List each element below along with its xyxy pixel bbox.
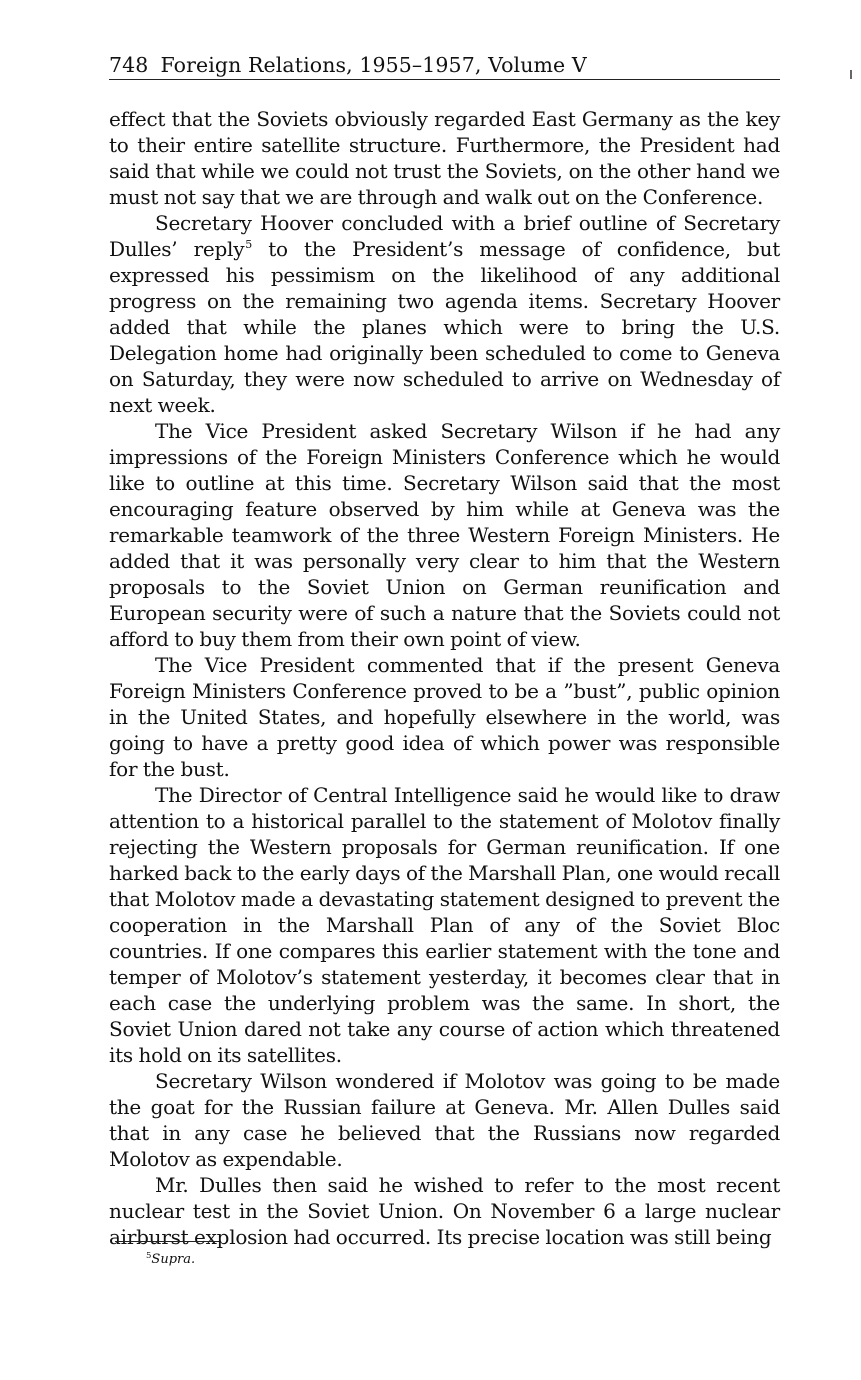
- paragraph-5: The Director of Central Intelligence said he would like to draw attention to a historical parallel to the statement of Molotov finally rejecting the Western proposals for German reunification. If one harked back to the early days of the Marshall Plan, one would recall that Molotov made a devastating statement designed to prevent the cooperation in the Marshall Plan of any of the Soviet Bloc countries. If one compares this earlier statement with the tone and temper of Molotov’s statement yesterday, it becomes clear that in each case the underlying problem was the same. In short, the Soviet Union dared not take any course of action which threatened its hold on its satellites.: [109, 783, 780, 1067]
- paragraph-1: effect that the Soviets obviously regarded East Germany as the key to their entire satellite structure. Furthermore, the President had said that while we could not trust the Soviets, on the other hand we must not say that we are through and walk out on the Conference.: [109, 107, 780, 209]
- running-head: [109, 52, 780, 78]
- footnote-text: Supra.: [151, 1252, 196, 1267]
- footnote-reference: 5: [245, 238, 252, 251]
- paragraph-3: The Vice President asked Secretary Wilson if he had any impressions of the Foreign Ministers Conference which he would like to outline at this time. Secretary Wilson said that the most encouraging feature observed by him while at Geneva was the remarkable teamwork of the three Western Foreign Ministers. He added that it was personally very clear to him that the Western proposals to the Soviet Union on German reunification and European security were of such a nature that the Soviets could not afford to buy them from their own point of view.: [109, 419, 780, 651]
- footnote: [146, 1252, 195, 1268]
- paragraph-2-text-before-ref: Secretary Hoover concluded with a brief outline of Secretary Dulles’ reply: [109, 211, 780, 261]
- running-title: Foreign Relations, 1955–1957, Volume V: [160, 53, 587, 77]
- paragraph-4: The Vice President commented that if the present Geneva Foreign Ministers Conference proved to be a ”bust”, public opinion in the United States, and hopefully elsewhere in the world, was going to have a pretty good idea of which power was responsible for the bust.: [109, 653, 780, 781]
- footnote-number: 5: [146, 1251, 152, 1261]
- paragraph-2: [109, 210, 780, 418]
- footnote-rule: [115, 1241, 219, 1242]
- header-rule: [109, 79, 780, 80]
- scan-edge-mark: [850, 70, 852, 79]
- paragraph-7: Mr. Dulles then said he wished to refer to the most recent nuclear test in the Soviet Union. On November 6 a large nuclear airburst explosion had occurred. Its precise location was still being: [109, 1173, 780, 1249]
- body-text: [109, 106, 780, 1250]
- page-number: 748: [109, 53, 149, 77]
- document-page: [109, 52, 780, 1250]
- paragraph-6: Secretary Wilson wondered if Molotov was going to be made the goat for the Russian failure at Geneva. Mr. Allen Dulles said that in any case he believed that the Russians now regarded Molotov as expendable.: [109, 1069, 780, 1171]
- paragraph-2-text-after-ref: to the President’s message of confidence, but expressed his pessimism on the likelihood of any additional progress on the remaining two agenda items. Secretary Hoover added that while the planes which were to bring the U.S. Delegation home had originally been scheduled to come to Geneva on Saturday, they were now scheduled to arrive on Wednesday of next week.: [109, 237, 780, 417]
